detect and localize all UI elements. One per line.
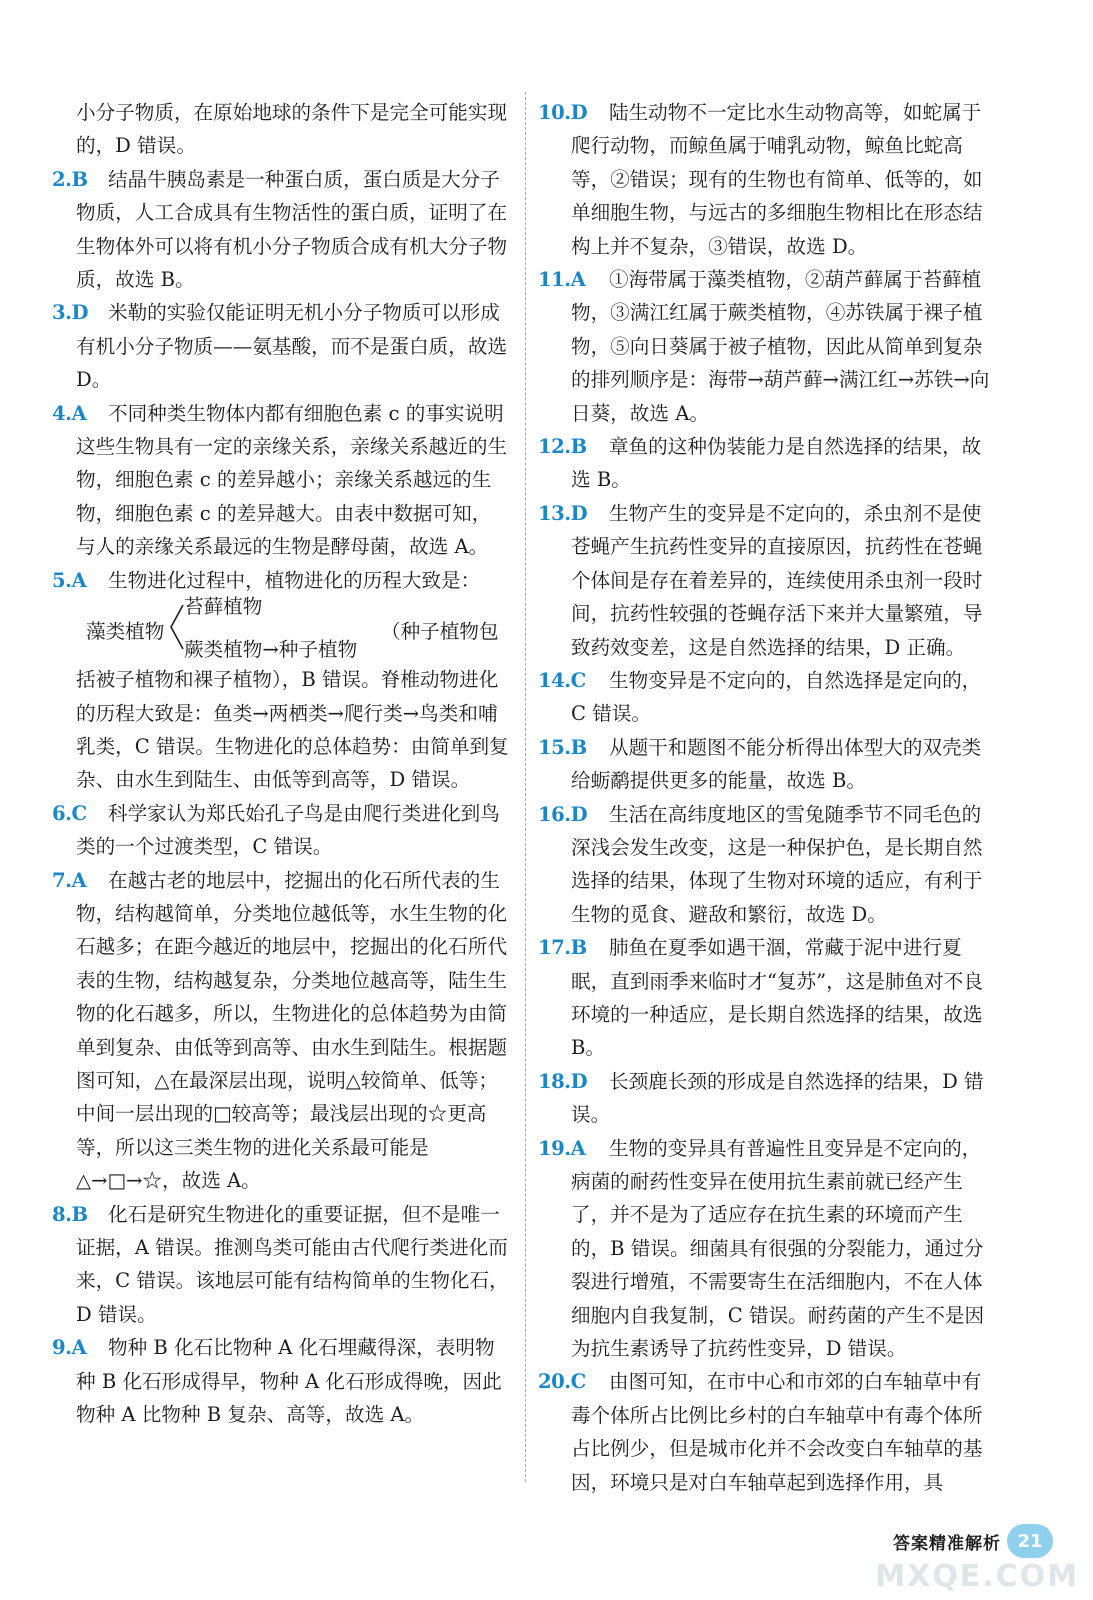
answer-item-11: [538, 263, 994, 430]
tree-upper-branch: 苔藓植物: [184, 595, 263, 619]
answer-item-19: [538, 1132, 994, 1366]
answer-number: 19.A: [538, 1136, 586, 1160]
answer-item-6: [52, 797, 510, 864]
answer-item-8: [52, 1198, 510, 1332]
answer-item-13: [538, 497, 994, 664]
page-footer: [893, 1524, 1053, 1558]
answer-number: 3.D: [52, 301, 88, 325]
answer-number: 4.A: [52, 401, 87, 425]
page-number: 21: [1007, 1524, 1053, 1558]
answer-text: 长颈鹿长颈的形成是自然选择的结果，D 错误。: [571, 1069, 984, 1127]
answer-number: 7.A: [52, 868, 87, 892]
tree-lower-branch: 蕨类植物→种子植物: [184, 638, 358, 662]
answer-text: 化石是研究生物进化的重要证据，但不是唯一证据，A 错误。推测鸟类可能由古代爬行类进化而来，C 错误。该地层可能有结构简单的生物化石，D 错误。: [76, 1202, 509, 1326]
answer-text: 肺鱼在夏季如遇干涸，常藏于泥中进行夏眠，直到雨季来临时才“复苏”，这是肺鱼对不良环境的一种适应，是长期自然选择的结果，故选 B。: [571, 936, 983, 1060]
answer-item-3: [52, 296, 510, 396]
right-column: [538, 96, 994, 1499]
answer-text: 括被子植物和裸子植物），B 错误。脊椎动物进化的历程大致是：鱼类→两栖类→爬行类→鸟类和哺乳类，C 错误。生物进化的总体趋势：由简单到复杂、由水生到陆生、由低等到高等，D 错误。: [76, 668, 509, 792]
answer-number: 5.A: [52, 568, 87, 592]
answer-text: 生活在高纬度地区的雪兔随季节不同毛色的深浅会发生改变，这是一种保护色，是长期自然选择的结果，体现了生物对环境的适应，有利于生物的觅食、避敌和繁衍，故选 D。: [571, 802, 983, 926]
left-column: [52, 96, 510, 1431]
answer-text: 科学家认为郑氏始孔子鸟是由爬行类进化到鸟类的一个过渡类型，C 错误。: [76, 801, 500, 859]
answer-text: 生物的变异具有普遍性且变异是不定向的，病菌的耐药性变异在使用抗生素前就已经产生了，并不是为了适应存在抗生素的环境而产生的，B 错误。细菌具有很强的分裂能力，通过分裂进行增殖，不需要寄生在活细胞内，不在人体细胞内自我复制，C 错误。耐药菌的产生不是因为抗生素诱导了抗药性变异，D 错误。: [571, 1136, 985, 1361]
answer-text: 不同种类生物体内都有细胞色素 c 的事实说明这些生物具有一定的亲缘关系，亲缘关系越近的生物，细胞色素 c 的差异越小；亲缘关系越远的生物，细胞色素 c 的差异越大。由表中数据可知，与人的亲缘关系最远的生物是酵母菌，故选 A。: [76, 401, 508, 559]
answer-item-5-continuation: [52, 663, 510, 797]
answer-item-7: [52, 864, 510, 1198]
answer-number: 11.A: [538, 268, 586, 292]
answer-item-17: [538, 931, 994, 1065]
answer-item-15: [538, 731, 994, 798]
answer-number: 20.C: [538, 1370, 586, 1394]
answer-item-4: [52, 397, 510, 564]
answer-text: 物种 B 化石比物种 A 化石埋藏得深，表明物种 B 化石形成得早，物种 A 化石形成得晚，因此物种 A 比物种 B 复杂、高等，故选 A。: [76, 1336, 502, 1427]
answer-text: ①海带属于藻类植物，②葫芦藓属于苔藓植物，③满江红属于蕨类植物，④苏铁属于裸子植物，⑤向日葵属于被子植物，因此从简单到复杂的排列顺序是：海带→葫芦藓→满江红→苏铁→向日葵，故选 A。: [571, 268, 990, 425]
answer-text: 陆生动物不一定比水生动物高等，如蛇属于爬行动物，而鲸鱼属于哺乳动物，鲸鱼比蛇高等，②错误；现有的生物也有简单、低等的，如单细胞生物，与远古的多细胞生物相比在形态结构上并不复杂，③错误，故选 D。: [571, 101, 983, 258]
answer-number: 15.B: [538, 735, 587, 759]
answer-text: 从题干和题图不能分析得出体型大的双壳类给蛎鹬提供更多的能量，故选 B。: [571, 735, 982, 793]
answer-number: 12.B: [538, 435, 587, 459]
answer-number: 9.A: [52, 1336, 87, 1360]
plant-evolution-diagram: [76, 597, 510, 663]
answer-number: 18.D: [538, 1069, 588, 1093]
answer-number: 6.C: [52, 801, 87, 825]
answer-text: 米勒的实验仅能证明无机小分子物质可以形成有机小分子物质——氨基酸，而不是蛋白质，故选 D。: [76, 301, 508, 392]
answer-number: 10.D: [538, 101, 588, 124]
answer-item-9: [52, 1331, 510, 1431]
tree-note: （种子植物包: [381, 620, 499, 644]
answer-text: 在越古老的地层中，挖掘出的化石所代表的生物，结构越简单，分类地位越低等，水生生物的化石越多；在距今越近的地层中，挖掘出的化石所代表的生物，结构越复杂，分类地位越高等，陆生生物的化石越多，所以，生物进化的总体趋势为由简单到复杂、由低等到高等、由水生到陆生。根据题图可知，△在最深层出现，说明△较简单、低等；中间一层出现的□较高等；最浅层出现的☆更高等，所以这三类生物的进化关系最可能是△→□→☆，故选 A。: [76, 868, 508, 1193]
answer-number: 16.D: [538, 802, 588, 826]
answer-item-12: [538, 430, 994, 497]
tree-root: 藻类植物: [86, 620, 165, 644]
answer-text: 生物进化过程中，植物进化的历程大致是：: [108, 568, 481, 592]
answer-text: 生物变异是不定向的，自然选择是定向的，C 错误。: [571, 668, 982, 726]
answer-item-18: [538, 1065, 994, 1132]
answer-number: 14.C: [538, 668, 586, 692]
answer-text: 章鱼的这种伪装能力是自然选择的结果，故选 B。: [571, 435, 982, 492]
answer-text: 结晶牛胰岛素是一种蛋白质，蛋白质是大分子物质，人工合成具有生物活性的蛋白质，证明了在生物体外可以将有机小分子物质合成有机大分子物质，故选 B。: [76, 167, 508, 292]
site-watermark: MXQE.COM: [875, 1559, 1079, 1594]
answer-number: 2.B: [52, 167, 88, 191]
answer-item-5: [52, 564, 510, 597]
branch-bracket-icon: [169, 601, 185, 653]
answer-number: 8.B: [52, 1202, 88, 1226]
answer-item-14: [538, 664, 994, 731]
column-divider: [525, 92, 526, 1482]
intro-text: 小分子物质，在原始地球的条件下是完全可能实现的，D 错误。: [76, 101, 508, 158]
intro-continuation: [52, 96, 510, 163]
answer-text: 生物产生的变异是不定向的，杀虫剂不是使苍蝇产生抗药性变异的直接原因，抗药性在苍蝇个体间是存在着差异的，连续使用杀虫剂一段时间，抗药性较强的苍蝇存活下来并大量繁殖，导致药效变差，这是自然选择的结果，D 正确。: [571, 501, 983, 659]
answer-item-2: [52, 163, 510, 297]
answer-item-20: [538, 1365, 994, 1499]
answer-number: 17.B: [538, 936, 587, 960]
footer-label: 答案精准解析: [893, 1533, 1001, 1554]
answer-item-10: [538, 96, 994, 263]
answer-text: 由图可知，在市中心和市郊的白车轴草中有毒个体所占比例比乡村的白车轴草中有毒个体所占比例少，但是城市化并不会改变白车轴草的基因，环境只是对白车轴草起到选择作用，具: [571, 1370, 983, 1494]
answer-item-16: [538, 798, 994, 932]
answer-number: 13.D: [538, 501, 588, 525]
